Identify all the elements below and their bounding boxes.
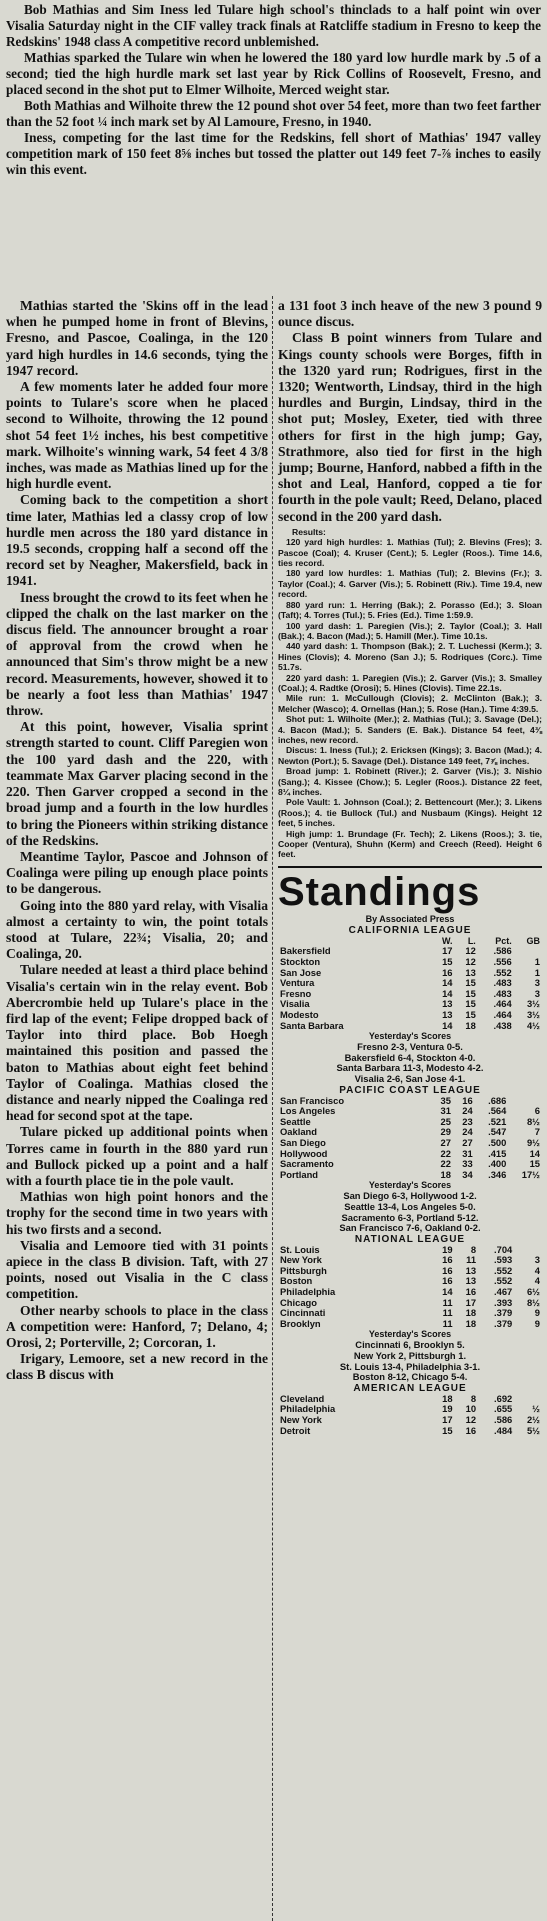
lead-paragraphs [6, 2, 541, 178]
cell-gb: 6½ [526, 1286, 540, 1298]
col-pct: Pct. [495, 935, 512, 946]
cell-pct: .692 [494, 1392, 513, 1404]
cell-team: Cincinnati [280, 1307, 326, 1319]
article-paragraph [6, 298, 268, 379]
cell-team: Modesto [280, 1009, 319, 1020]
cell-l: 17 [465, 1296, 477, 1308]
paragraph-kicker: Coming back [20, 492, 101, 508]
cell-l: 11 [466, 1254, 477, 1266]
article-paragraph [6, 1351, 268, 1383]
cell-w: 11 [442, 1296, 453, 1308]
cell-gb: 4 [534, 1264, 540, 1276]
cell-w: 11 [442, 1317, 453, 1329]
cell-team: Boston [280, 1275, 313, 1287]
cell-gb: 15 [529, 1158, 540, 1170]
cell-gb: 9½ [526, 1136, 540, 1148]
cell-l: 24 [462, 1105, 473, 1117]
paragraph-text: Iness brought the crowd to its feet when he clipped the chalk on the last marker on the discus field. The announcer brought a roar of approval from the crowd when he announced that Sim's throw might be a new record. Measurements, however, showed it to be nearly a foot less than Mathias' 1947 throw. [6, 589, 268, 719]
cell-gb: 6 [534, 1105, 540, 1117]
cell-gb: 1 [534, 956, 540, 968]
score-line: Seattle 13-4, Los Angeles 5-0. [344, 1200, 476, 1212]
cell-w: 14 [442, 1286, 453, 1298]
cell-pct: .552 [494, 1264, 513, 1276]
cell-team: Visalia [280, 998, 310, 1010]
table-row [278, 1426, 542, 1437]
results-header: Results: [292, 526, 326, 537]
paragraph-text: Going into the 880 yard relay, with Visalia almost a certainty to win, the point totals stood at Tulare, 22¾; Visalia, 20; and Coalinga, 20. [6, 897, 268, 962]
lead-paragraph: Mathias sparked the Tulare win when he lowered the 180 yard low hurdle mark by .5 of a second; tied the high hurdle mark set last year by Rick Collins of Roosevelt, Fresno, and placed second in the shot put to Elmer Wilhoite, Merced weight star. [6, 50, 541, 97]
standings-table-pcl [278, 1096, 542, 1181]
score-line: Boston 8-12, Chicago 5-4. [352, 1371, 468, 1383]
cell-l: 12 [465, 945, 476, 957]
article-paragraph: a 131 foot 3 inch heave of the new 3 pound 9 ounce discus. [278, 298, 542, 330]
league-name: PACIFIC COAST LEAGUE [339, 1084, 481, 1096]
cell-w: 14 [442, 977, 453, 989]
scores-header: Yesterday's Scores [368, 1180, 452, 1191]
cell-w: 16 [442, 1264, 453, 1276]
cell-w: 14 [442, 987, 453, 999]
standings-byline: By Associated Press [365, 913, 455, 924]
cell-l: 12 [465, 1414, 477, 1425]
result-item: Pole Vault: 1. Johnson (Coal.); 2. Bettencourt (Mer.); 3. Likens (Roos.); 4. tie Bullock (Tul.) and Nusbaum (Kings). Height 12 feet, 5 inches. [278, 797, 542, 829]
table-row [278, 1415, 542, 1426]
cell-team: Pittsburgh [280, 1264, 327, 1276]
cell-gb: 14 [529, 1147, 540, 1159]
cell-team: Stockton [280, 956, 321, 968]
score-line: Santa Barbara 11-3, Modesto 4-2. [336, 1062, 484, 1074]
cell-team: Santa Barbara [280, 1019, 344, 1031]
cell-w: 17 [442, 1414, 453, 1425]
result-item: 440 yard dash: 1. Thompson (Bak.); 2. T. Luchessi (Kerm.); 3. Hines (Clovis); 4. Moreno (San J.); 5. Rodriques (Corc.). Time 51.7s. [278, 641, 542, 673]
paragraph-text: A few moments later he added four more points to Tulare's score when he placed second to Wilhoite, throwing the 12 pound shot 54 feet 1½ inches, his best competitive mark. Wilhoite's winning wark, 54 feet 4 3/8 inches, was made as Mathias lined up for the high hurdle event. [6, 379, 268, 492]
article-paragraph [6, 1303, 268, 1352]
paragraph-kicker: Tulare needed [20, 962, 103, 978]
standings-table-california [278, 936, 542, 1031]
table-row [278, 1138, 542, 1149]
cell-team: Detroit [280, 1424, 311, 1436]
cell-w: 13 [442, 1009, 453, 1020]
cell-pct: .379 [494, 1307, 513, 1319]
cell-w: 25 [440, 1115, 451, 1127]
cell-pct: .593 [494, 1254, 513, 1266]
cell-pct: .415 [488, 1147, 507, 1159]
cell-team: San Diego [280, 1136, 326, 1148]
scores-header: Yesterday's Scores [368, 1031, 452, 1042]
cell-l: 12 [465, 956, 476, 968]
cell-team: New York [280, 1414, 322, 1425]
score-line: Sacramento 6-3, Portland 5-12. [341, 1211, 479, 1223]
cell-w: 14 [442, 1019, 453, 1031]
cell-gb: ½ [532, 1403, 540, 1415]
cell-l: 13 [465, 1264, 477, 1276]
col-gb: GB [526, 935, 540, 946]
cell-pct: .464 [493, 1009, 512, 1020]
scores-header: Yesterday's Scores [368, 1329, 452, 1340]
paragraph-text: Visalia and Lemoore tied with 31 points apiece in the class B division. Taft, with 27 points, nosed out Visalia in the C class competition. [6, 1237, 268, 1302]
cell-gb: 7 [534, 1126, 540, 1138]
cell-team: St. Louis [280, 1243, 320, 1255]
cell-pct: .521 [488, 1115, 507, 1127]
score-line: New York 2, Pittsburgh 1. [353, 1350, 467, 1362]
cell-w: 16 [442, 1254, 453, 1266]
table-row [278, 1319, 542, 1330]
scores-list [278, 1340, 542, 1382]
article-paragraph [6, 492, 268, 589]
lead-paragraph: Bob Mathias and Sim Iness led Tulare high school's thinclads to a half point win over Visalia Saturday night in the CIF valley track finals at Ratcliffe stadium in Fresno to keep the Redskins' 1948 class A competitive record unblemished. [6, 2, 541, 49]
standings-title: Standings [278, 866, 542, 914]
cell-gb: 2½ [526, 1414, 540, 1425]
result-item: Mile run: 1. McCullough (Clovis); 2. McClinton (Bak.); 3. Melcher (Wasco); 4. Ornellas (Han.); 5. Rose (Han.). Time 4:39.5. [278, 693, 542, 714]
cell-pct: .556 [493, 956, 512, 968]
cell-l: 15 [465, 977, 476, 989]
article-paragraph [6, 1238, 268, 1303]
league-name: NATIONAL LEAGUE [354, 1233, 466, 1245]
cell-w: 27 [440, 1136, 451, 1148]
cell-w: 16 [442, 966, 453, 978]
cell-w: 17 [442, 945, 453, 957]
cell-l: 8 [470, 1392, 477, 1404]
cell-l: 15 [465, 987, 476, 999]
cell-pct: .500 [488, 1136, 507, 1148]
cell-gb: 3 [534, 987, 540, 999]
paragraph-kicker: Tulare picked [20, 1124, 103, 1140]
col-l: L. [467, 935, 476, 946]
article-paragraph [6, 379, 268, 492]
cell-pct: .586 [494, 1414, 513, 1425]
cell-team: Cleveland [280, 1392, 325, 1404]
cell-w: 18 [442, 1392, 453, 1404]
paragraph-text: At this point, however, Visalia sprint strength started to count. Cliff Paregien won the 100 yard dash and the 220, with teammate Max Garver placing second in the 220. Then Garver cropped a second in the broad jump and a fourth in the low hurdles to bring the Pioneers within striking distance of the Redskins. [6, 719, 268, 848]
cell-pct: .586 [493, 945, 512, 957]
league-name: CALIFORNIA LEAGUE [348, 924, 472, 936]
cell-w: 19 [442, 1243, 453, 1255]
cell-team: Seattle [280, 1115, 311, 1127]
cell-team: Chicago [280, 1296, 317, 1308]
article-column-right [278, 298, 542, 1436]
cell-team: New York [280, 1254, 322, 1266]
article-paragraph [6, 1124, 268, 1189]
cell-team: Sacramento [280, 1158, 334, 1170]
cell-w: 22 [440, 1158, 451, 1170]
result-item: 180 yard low hurdles: 1. Mathias (Tul); 2. Blevins (Fr.); 3. Taylor (Coal.); 4. Garver (Vis.); 5. Robinett (Riv.). Time 19.4, new record. [278, 568, 542, 600]
result-item: 880 yard run: 1. Herring (Bak.); 2. Porasso (Ed.); 3. Sloan (Taft); 4. Torres (Tul.); 5. Fries (Ed.). Time 1:59.9. [278, 599, 542, 621]
table-row [278, 1170, 542, 1181]
cell-w: 11 [442, 1307, 453, 1319]
cell-w: 13 [442, 998, 453, 1010]
paragraph-text: the 'Skins off in the lead when he pumped home in front of Blevins, Fresno, and Pascoe, Coalinga, in the 120 yard high hurdles in 14.6 seconds, tying the 1947 record. [6, 298, 269, 378]
cell-l: 31 [462, 1147, 473, 1159]
cell-gb: 1 [534, 966, 540, 978]
cell-gb: 8½ [526, 1296, 540, 1308]
paragraph-kicker: Other nearby schools [20, 1302, 147, 1318]
cell-l: 8 [470, 1243, 477, 1255]
cell-w: 35 [440, 1094, 451, 1106]
cell-pct: .438 [493, 1019, 512, 1031]
cell-l: 16 [462, 1094, 473, 1106]
standings-table-national [278, 1245, 542, 1330]
result-item: Shot put: 1. Wilhoite (Mer.); 2. Mathias (Tul.); 3. Savage (Del.); 4. Bacon (Mad.); 5. Sanders (E. Bak.). Distance 54 feet, 4⅜ inches, new record. [278, 714, 542, 745]
article-paragraph [6, 1189, 268, 1238]
cell-l: 18 [465, 1317, 477, 1329]
cell-l: 34 [462, 1168, 473, 1180]
cell-l: 15 [465, 998, 476, 1010]
lead-paragraph: Iness, competing for the last time for the Redskins, fell short of Mathias' 1947 valley competition mark of 150 feet 8⅝ inches but tossed the platter out 149 feet 7-⅞ inches to easily win this event. [6, 130, 541, 177]
cell-pct: .346 [488, 1168, 507, 1180]
cell-team: Philadelphia [280, 1403, 336, 1415]
cell-team: Brooklyn [280, 1317, 321, 1329]
cell-team: San Jose [280, 966, 322, 978]
score-line: Bakersfield 6-4, Stockton 4-0. [344, 1051, 476, 1063]
league-name: AMERICAN LEAGUE [353, 1382, 467, 1394]
cell-team: Bakersfield [280, 945, 331, 957]
paragraph-text: to place in the class A competition were: Hanford, 7; Delano, 4; Orosi, 2; Porterville, 2; Corcoran, 1. [6, 1302, 268, 1350]
cell-pct: .686 [488, 1094, 507, 1106]
cell-pct: .547 [488, 1126, 507, 1138]
cell-w: 18 [440, 1168, 451, 1180]
standings-table-american [278, 1394, 542, 1436]
result-item: Broad jump: 1. Robinett (River.); 2. Garver (Vis.); 3. Nishio (Sang.); 4. Kissee (Chow.); 5. Legler (Roos.). Distance 22 feet, 8¼ inches. [278, 766, 542, 797]
cell-gb: 17½ [521, 1168, 540, 1180]
result-item: 220 yard dash: 1. Paregien (Vis.); 2. Garver (Vis.); 3. Smalley (Coal.); 4. Radtke (Orosi); 5. Hines (Clovis). Time 22.1s. [278, 672, 542, 693]
cell-pct: .564 [488, 1105, 507, 1117]
paragraph-text: Irigary, Lemoore, set a new record in the class B discus with [6, 1351, 268, 1383]
cell-gb: 3 [534, 977, 540, 989]
table-row [278, 1021, 542, 1032]
cell-team: San Francisco [280, 1094, 345, 1106]
cell-pct: .484 [494, 1424, 513, 1436]
cell-pct: .393 [494, 1296, 513, 1308]
score-line: San Diego 6-3, Hollywood 1-2. [343, 1190, 477, 1202]
result-item: 120 yard high hurdles: 1. Mathias (Tul); 2. Blevins (Fres); 3. Pascoe (Coal); 4. Kruser (Cent.); 5. Legler (Roos.). Time 14.6, ties record. [278, 537, 542, 569]
article-column-left [6, 298, 268, 1384]
scores-list [278, 1191, 542, 1233]
cell-l: 33 [462, 1158, 473, 1170]
cell-team: Fresno [280, 987, 312, 999]
cell-pct: .400 [488, 1158, 507, 1170]
article-paragraph [6, 962, 268, 1124]
cell-team: Portland [280, 1168, 319, 1180]
cell-team: Oakland [280, 1126, 317, 1138]
cell-gb: 3½ [526, 998, 540, 1010]
result-item: Discus: 1. Iness (Tul.); 2. Ericksen (Kings); 3. Bacon (Mad.); 4. Newton (Port.); 5. Savage (Del.). Distance 149 feet, 7⅞ inches. [278, 745, 542, 766]
cell-pct: .464 [493, 998, 512, 1010]
cell-gb: 4½ [526, 1019, 540, 1031]
cell-l: 13 [465, 966, 476, 978]
cell-w: 19 [442, 1403, 453, 1415]
cell-pct: .552 [493, 966, 512, 978]
cell-l: 24 [462, 1126, 473, 1138]
score-line: St. Louis 13-4, Philadelphia 3-1. [339, 1360, 481, 1372]
cell-w: 15 [442, 1424, 453, 1436]
cell-team: Philadelphia [280, 1286, 336, 1298]
cell-w: 16 [442, 1275, 453, 1287]
score-line: Visalia 2-6, San Jose 4-1. [354, 1072, 466, 1084]
score-line: San Francisco 7-6, Oakland 0-2. [339, 1222, 481, 1234]
cell-pct: .379 [494, 1317, 513, 1329]
cell-l: 18 [465, 1307, 477, 1319]
score-line: Cincinnati 6, Brooklyn 5. [355, 1339, 465, 1351]
lead-paragraph: Both Mathias and Wilhoite threw the 12 pound shot over 54 feet, more than two feet farther than the 52 foot ¼ inch mark set by Al Lamoure, Fresno, in 1940. [6, 98, 541, 129]
cell-l: 16 [465, 1286, 477, 1298]
cell-pct: .552 [494, 1275, 513, 1287]
cell-l: 10 [465, 1403, 477, 1415]
cell-pct: .655 [494, 1403, 513, 1415]
cell-gb: 3 [534, 1254, 540, 1266]
cell-gb: 8½ [526, 1115, 540, 1127]
cell-gb: 9 [534, 1307, 540, 1319]
paragraph-text: at least a third place behind Visalia's certain win in the relay event. Bob Abercrombie held up Tulare's place in the fird lap of the event; Felipe dropped back of Taylor into third place. Bob Hoegh maintained this position and passed the baton to Mathias about eight feet behind Taylor of Coalinga. Mathias closed the distance and nearly nipped the Coalinga red head for second spot at the tape. [6, 962, 268, 1124]
cell-team: Hollywood [280, 1147, 328, 1159]
column-divider [272, 296, 273, 1921]
article-paragraph [6, 898, 268, 963]
cell-team: Los Angeles [280, 1105, 336, 1117]
cell-l: 18 [465, 1019, 476, 1031]
article-paragraph: Class B point winners from Tulare and Kings county schools were Borges, fifth in the 1320 yard run; Rodrigues, first in the 1320; Wentworth, Lindsay, third in the high hurdles and Burgin, Lindsay, third in the shot put; Mosley, Exeter, tied with three others for first in the high jump; Gay, Strathmore, also tied for first in the high jump; Bourne, Hanford, nabbed a fifth in the shot and Leal, Hanford, copped a tie for fourth in the pole vault; Reed, Delano, placed second in the 200 yard dash. [278, 330, 542, 524]
result-item: 100 yard dash: 1. Paregien (Vis.); 2. Taylor (Coal.); 3. Hall (Bak.); 4. Bacon (Mad.); 5. Hamill (Mer.). Time 10.1s. [278, 620, 542, 641]
cell-w: 31 [440, 1105, 451, 1117]
cell-w: 15 [442, 956, 453, 968]
cell-gb: 3½ [526, 1009, 540, 1020]
cell-gb: 4 [534, 1275, 540, 1287]
article-paragraph [6, 849, 268, 898]
paragraph-kicker: Mathias started [20, 298, 114, 313]
cell-w: 22 [440, 1147, 451, 1159]
cell-l: 15 [465, 1009, 476, 1020]
cell-l: 23 [462, 1115, 473, 1127]
cell-gb: 5½ [526, 1424, 540, 1436]
table-row [278, 1010, 542, 1021]
result-item: High jump: 1. Brundage (Fr. Tech); 2. Likens (Roos.); 3. tie, Cooper (Ventura), Shuhn (Kerm) and Creech (Reed). Height 6 feet. [278, 828, 542, 860]
article-paragraph [6, 590, 268, 720]
paragraph-kicker: Meantime Taylor, [20, 848, 125, 864]
cell-l: 16 [465, 1424, 477, 1436]
cell-l: 13 [465, 1275, 477, 1287]
cell-w: 29 [440, 1126, 451, 1138]
score-line: Fresno 2-3, Ventura 0-5. [357, 1041, 463, 1053]
cell-gb: 9 [534, 1317, 540, 1329]
cell-pct: .467 [494, 1286, 513, 1298]
paragraph-text: Pascoe and Johnson of Coalinga were piling up enough place points to be dangerous. [6, 848, 268, 897]
paragraph-text: Mathias won high point honors and the trophy for the second time in two years with his two firsts and a second. [6, 1189, 268, 1237]
cell-pct: .483 [493, 977, 512, 989]
scores-list [278, 1042, 542, 1084]
article-paragraph [6, 719, 268, 849]
paragraph-text: to the competition a short time later, Mathias led a classy crop of low hurdle men across the 180 yard distance in 19.5 seconds, cropping half a second off the record set by Neagher, Makersfield, back in 1941. [6, 492, 269, 589]
col-w: W. [442, 935, 453, 946]
paragraph-text: up additional points when Torres came in fourth in the 880 yard run and Bullock picked up a point and a half with a fourth place tie in the pole vault. [6, 1124, 268, 1188]
cell-team: Ventura [280, 977, 315, 989]
cell-pct: .704 [494, 1243, 513, 1255]
results-list [278, 527, 542, 860]
cell-pct: .483 [493, 987, 512, 999]
cell-l: 27 [462, 1136, 473, 1148]
